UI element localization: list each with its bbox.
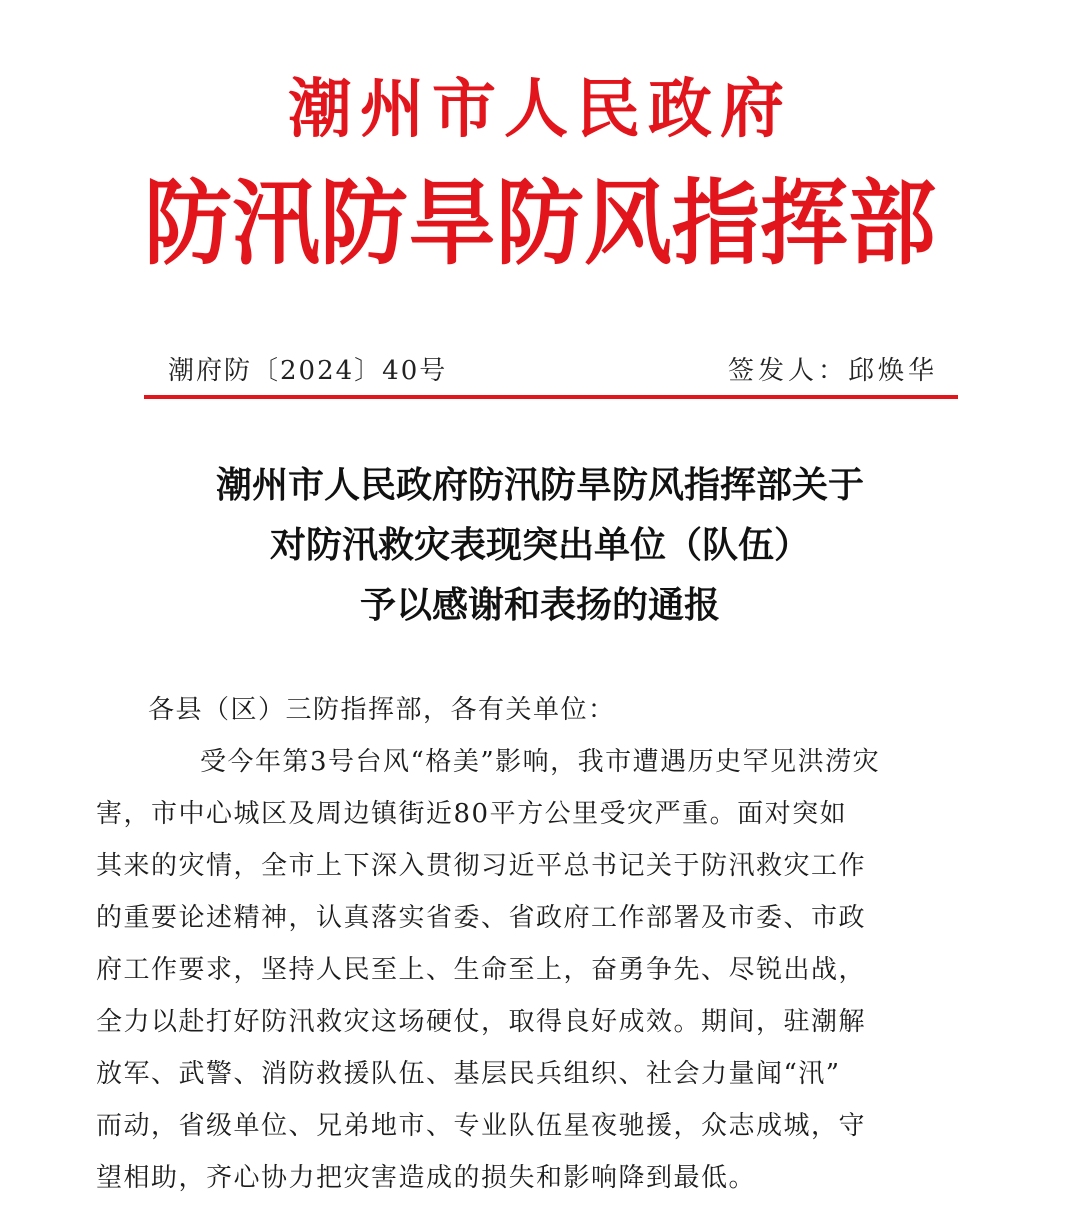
salutation: 各县（区）三防指挥部，各有关单位： [148, 695, 616, 725]
paragraph-line: 其来的灾情，全市上下深入贯彻习近平总书记关于防汛救灾工作 [96, 851, 867, 881]
document-meta-row [168, 348, 938, 388]
paragraph-line: 受今年第3号台风“格美”影响，我市遭遇历史罕见洪涝灾 [200, 747, 881, 777]
paragraph-line: 而动，省级单位、兄弟地市、专业队伍星夜驰援，众志成城，守 [96, 1111, 867, 1141]
paragraph-line: 府工作要求，坚持人民至上、生命至上，奋勇争先、尽锐出战， [96, 955, 867, 985]
title-line: 对防汛救灾表现突出单位（队伍） [269, 524, 810, 566]
title-line: 予以感谢和表扬的通报 [359, 584, 720, 626]
paragraph-line: 全力以赴打好防汛救灾这场硬仗，取得良好成效。期间，驻潮解 [96, 1007, 867, 1037]
paragraph-line: 的重要论述精神，认真落实省委、省政府工作部署及市委、市政 [96, 903, 867, 933]
red-separator-line [144, 395, 958, 399]
document-title [0, 455, 1080, 635]
issuing-org-line1: 潮州市人民政府 [288, 72, 792, 147]
body-paragraph [96, 736, 960, 1204]
document-body [96, 684, 960, 1204]
signer: 签发人：邱焕华 [727, 355, 938, 386]
paragraph-line: 放军、武警、消防救援队伍、基层民兵组织、社会力量闻“汛” [96, 1059, 841, 1089]
title-line: 潮州市人民政府防汛防旱防风指挥部关于 [215, 464, 864, 506]
paragraph-line: 害，市中心城区及周边镇街近80平方公里受灾严重。面对突如 [96, 799, 848, 829]
issuing-org-line2: 防汛防旱防风指挥部 [143, 168, 936, 278]
paragraph-line: 望相助，齐心协力把灾害造成的损失和影响降到最低。 [96, 1163, 757, 1193]
document-number: 潮府防〔2024〕40号 [168, 355, 448, 386]
